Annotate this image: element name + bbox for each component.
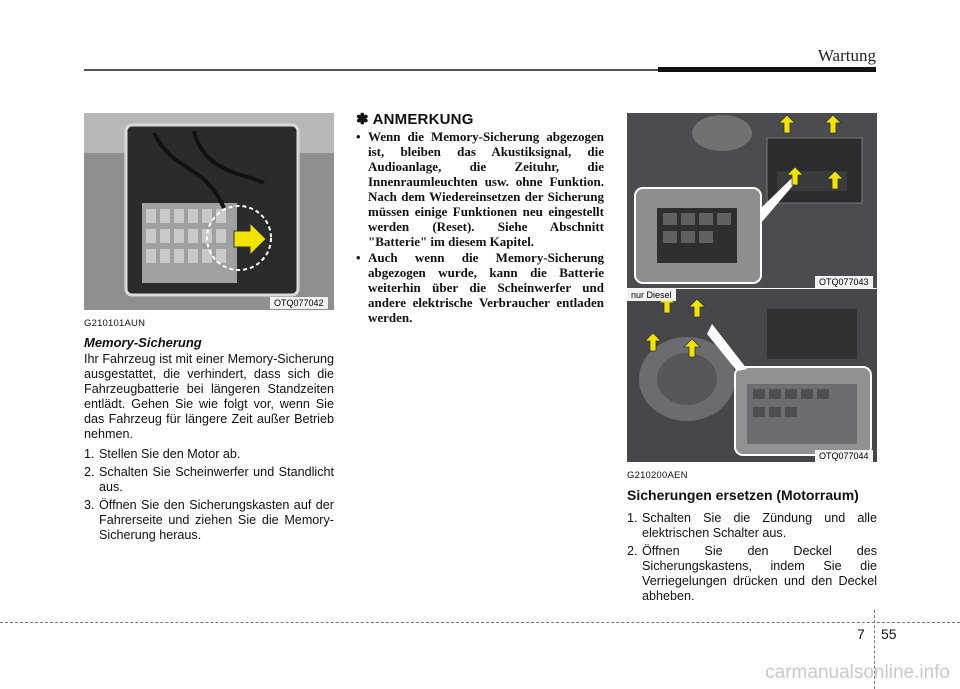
list-item: 2. Öffnen Sie den Deckel des Sicherungskastens, indem Sie die Verriegelungen drücken und den Deckel abheben.	[627, 544, 877, 603]
chapter-number: 7	[857, 626, 865, 642]
section-code: G210200AEN	[627, 470, 688, 481]
diesel-engine-bay-photo	[627, 289, 877, 462]
running-header: Wartung	[817, 46, 876, 65]
asterisk-icon: ✽	[356, 111, 369, 128]
photo-caption: OTQ077043	[815, 276, 873, 288]
page-number: 55	[881, 626, 897, 642]
footer-dashed-line	[0, 622, 960, 623]
engine-bay-photo	[627, 113, 877, 288]
list-item: • Wenn die Memory-Sicherung abgezogen ist, bleiben das Akustiksignal, die Audioanlage, die Zeituhr, die Innenraumleuchten usw. ohne Funktion. Nach dem Wiedereinsetzen der Sicherung müssen einige Funktionen neu eingestellt werden (Reset). Siehe Abschnitt "Batterie" im diesem Kapitel.	[356, 129, 604, 249]
note-title: ANMERKUNG	[372, 111, 474, 128]
photo-caption: OTQ077042	[270, 297, 328, 309]
photo-label: nur Diesel	[627, 289, 676, 301]
list-item: 2. Schalten Sie Scheinwerfer und Standlicht aus.	[84, 465, 334, 494]
section-code: G210101AUN	[84, 318, 146, 329]
note-heading	[356, 112, 604, 127]
section-title: Sicherungen ersetzen (Motorraum)	[627, 487, 859, 503]
header-rule-accent	[658, 67, 876, 72]
body-paragraph: Ihr Fahrzeug ist mit einer Memory-Sicherung ausgestattet, die verhindert, dass sich die Fahrzeugbatterie bei längeren Standzeiten entlädt. Gehen Sie wie folgt vor, wenn Sie das Fahrzeug für längere Zeit außer Betrieb nehmen.	[84, 352, 334, 441]
bullet-icon: •	[356, 250, 361, 265]
photo-caption: OTQ077044	[815, 450, 873, 462]
bullet-icon: •	[356, 129, 361, 144]
list-item: 3. Öffnen Sie den Sicherungskasten auf der Fahrerseite und ziehen Sie die Memory-Sicherung heraus.	[84, 498, 334, 542]
watermark: carmanualsonline.info	[765, 662, 950, 683]
list-item: • Auch wenn die Memory-Sicherung abgezogen wurde, kann die Batterie weiterhin über die Scheinwerfer und andere elektrische Verbraucher entladen werden.	[356, 250, 604, 325]
list-item: 1. Schalten Sie die Zündung und alle elektrischen Schalter aus.	[627, 511, 877, 540]
subsection-title: Memory-Sicherung	[84, 335, 202, 350]
list-item: 1. Stellen Sie den Motor ab.	[84, 447, 241, 461]
fuse-box-photo	[84, 113, 334, 310]
